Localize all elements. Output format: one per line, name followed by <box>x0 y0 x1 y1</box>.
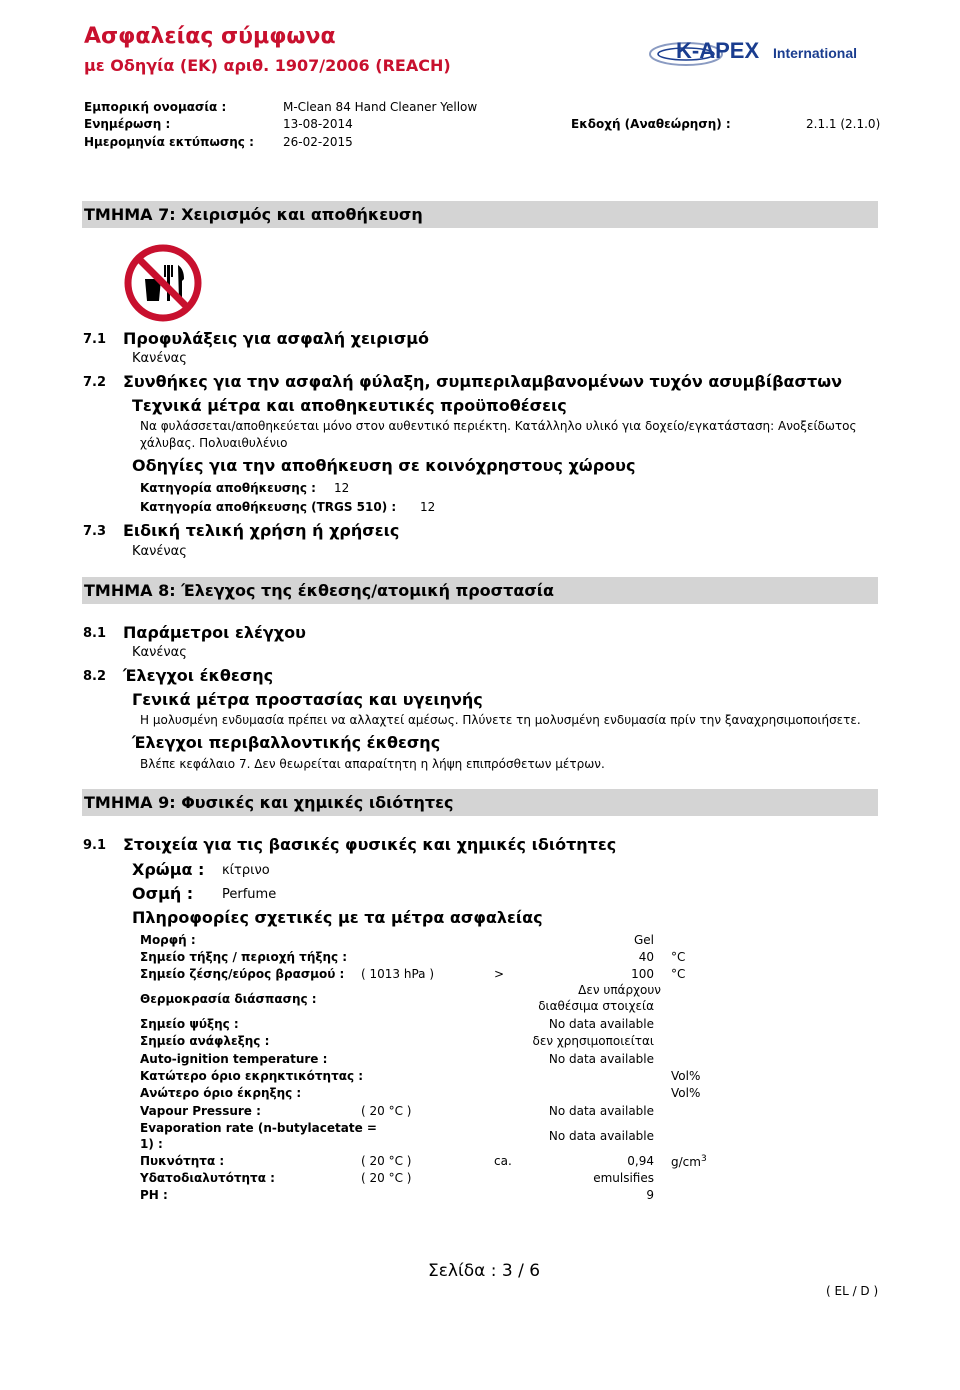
property-label: PH : <box>140 1188 168 1202</box>
section-8-1-title: Παράμετροι ελέγχου <box>123 623 306 642</box>
property-label: Σημείο τήξης / περιοχή τήξης : <box>140 950 348 964</box>
section-8-2-title: Έλεγχοι έκθεσης <box>123 666 274 685</box>
property-label: Μορφή : <box>140 933 196 947</box>
property-value: Gel <box>633 933 654 947</box>
logo-kapex-text: K-APEX <box>676 38 760 63</box>
section-7-2-text-line1: Να φυλάσσεται/αποθηκεύεται μόνο στον αυθεντικό περιέκτη. Κατάλληλο υλικό για δοχείο/εγκατάσταση: Ανοξείδωτος <box>140 419 857 433</box>
section-8-1-number: 8.1 <box>83 626 107 641</box>
document-subtitle: με Οδηγία (ΕΚ) αριθ. 1907/2006 (REACH) <box>84 56 451 75</box>
property-unit: Vol% <box>671 1086 701 1100</box>
section-8-1-text: Κανένας <box>132 645 187 660</box>
section-9-1-title: Στοιχεία για τις βασικές φυσικές και χημικές ιδιότητες <box>123 835 617 854</box>
property-label-line2: 1) : <box>140 1137 163 1151</box>
document-title: Ασφαλείας σύμφωνα <box>84 24 336 49</box>
property-unit: °C <box>671 967 686 981</box>
language-code: ( EL / D ) <box>826 1284 879 1298</box>
property-value: 0,94 <box>627 1154 654 1168</box>
version-label: Εκδοχή (Αναθεώρηση) : <box>571 117 731 131</box>
section-8-2-number: 8.2 <box>83 669 107 684</box>
storage-class-value: 12 <box>334 481 350 495</box>
property-label: Κατώτερο όριο εκρηκτικότητας : <box>140 1069 364 1083</box>
section-7-1-number: 7.1 <box>83 332 107 347</box>
property-unit: Vol% <box>671 1069 701 1083</box>
property-label: Evaporation rate (n-butylacetate = <box>140 1121 377 1135</box>
section-8-2-text-general: Η μολυσμένη ενδυμασία πρέπει να αλλαχτεί αμέσως. Πλύνετε τη μολυσμένη ενδυμασία πρίν την ξαναχρησιμοποιήσετε. <box>140 713 861 727</box>
property-value: No data available <box>548 1052 654 1066</box>
storage-trgs-value: 12 <box>420 500 436 514</box>
property-unit: °C <box>671 950 686 964</box>
section-8-2-subheading-environmental: Έλεγχοι περιβαλλοντικής έκθεσης <box>132 733 441 752</box>
property-value: emulsifies <box>593 1171 654 1185</box>
property-value: No data available <box>548 1017 654 1031</box>
property-condition: ( 20 °C ) <box>361 1104 412 1118</box>
property-condition: ( 20 °C ) <box>361 1154 412 1168</box>
property-label: Σημείο ανάφλεξης : <box>140 1034 270 1048</box>
section-7-3-title: Ειδική τελική χρήση ή χρήσεις <box>123 521 400 540</box>
section-7-2-title: Συνθήκες για την ασφαλή φύλαξη, συμπεριλαμβανομένων τυχόν ασυμβίβαστων <box>123 372 842 391</box>
property-value: No data available <box>548 1129 654 1143</box>
logo-international-text: International <box>773 45 858 61</box>
property-unit: $g/cm^3$ <box>671 1154 707 1169</box>
section-8-header: ΤΜΗΜΑ 8: Έλεγχος της έκθεσης/ατομική προστασία <box>82 577 878 604</box>
property-label: Auto-ignition temperature : <box>140 1052 328 1066</box>
section-7-2-subheading-technical: Τεχνικά μέτρα και αποθηκευτικές προϋποθέσεις <box>132 396 567 415</box>
print-date-value: 26-02-2015 <box>283 135 353 149</box>
property-value: δεν χρησιμοποιείται <box>532 1034 654 1048</box>
update-value: 13-08-2014 <box>283 117 353 131</box>
property-value: 9 <box>646 1188 654 1202</box>
section-7-header: ΤΜΗΜΑ 7: Χειρισμός και αποθήκευση <box>82 201 878 228</box>
section-7-2-subheading-storage: Οδηγίες για την αποθήκευση σε κοινόχρηστους χώρους <box>132 456 636 475</box>
storage-class-label: Κατηγορία αποθήκευσης : <box>140 481 316 495</box>
odor-value: Perfume <box>222 887 277 902</box>
version-value: 2.1.1 (2.1.0) <box>806 117 881 131</box>
property-value: No data available <box>548 1104 654 1118</box>
section-7-1-title: Προφυλάξεις για ασφαλή χειρισμό <box>123 329 430 348</box>
property-label: Σημείο ψύξης : <box>140 1017 239 1031</box>
print-date-label: Ημερομηνία εκτύπωσης : <box>84 135 254 149</box>
update-label: Ενημέρωση : <box>84 117 171 131</box>
property-label: Πυκνότητα : <box>140 1154 225 1168</box>
property-condition: ( 1013 hPa ) <box>361 967 435 981</box>
section-7-3-text: Κανένας <box>132 544 187 559</box>
odor-label: Οσμή : <box>132 884 194 903</box>
property-value: Δεν υπάρχουν <box>578 983 661 997</box>
section-7-2-number: 7.2 <box>83 375 107 390</box>
property-condition: ( 20 °C ) <box>361 1171 412 1185</box>
section-7-3-number: 7.3 <box>83 524 107 539</box>
section-9-1-number: 9.1 <box>83 838 107 853</box>
property-label: Ανώτερο όριο έκρηξης : <box>140 1086 302 1100</box>
color-label: Χρώμα : <box>132 860 205 879</box>
property-operator: > <box>494 967 505 981</box>
section-8-2-text-environmental: Βλέπε κεφάλαιο 7. Δεν θεωρείται απαραίτητη η λήψη επιπρόσθετων μέτρων. <box>140 757 605 771</box>
property-label: Υδατοδιαλυτότητα : <box>140 1171 275 1185</box>
property-value: 100 <box>631 967 654 981</box>
property-label: Vapour Pressure : <box>140 1104 261 1118</box>
company-logo <box>648 34 880 84</box>
section-9-header: ΤΜΗΜΑ 9: Φυσικές και χημικές ιδιότητες <box>82 789 878 816</box>
section-7-1-text: Κανένας <box>132 351 187 366</box>
safety-info-heading: Πληροφορίες σχετικές με τα μέτρα ασφαλείας <box>132 908 543 927</box>
property-value: 40 <box>638 950 654 964</box>
section-8-2-subheading-general: Γενικά μέτρα προστασίας και υγειηνής <box>132 690 483 709</box>
property-label: Θερμοκρασία διάσπασης : <box>140 992 317 1006</box>
section-7-2-text-line2: χάλυβας. Πολυαιθυλένιο <box>140 436 288 450</box>
no-eating-drinking-icon <box>123 243 203 327</box>
property-label: Σημείο ζέσης/εύρος βρασμού : <box>140 967 345 981</box>
storage-trgs-label: Κατηγορία αποθήκευσης (TRGS 510) : <box>140 500 397 514</box>
color-value: κίτρινο <box>222 863 270 878</box>
property-value-line2: διαθέσιμα στοιχεία <box>538 999 654 1013</box>
trade-name-value: M-Clean 84 Hand Cleaner Yellow <box>283 100 478 114</box>
page-number: Σελίδα : 3 / 6 <box>428 1261 541 1281</box>
property-operator: ca. <box>494 1154 512 1168</box>
trade-name-label: Εμπορική ονομασία : <box>84 100 227 114</box>
